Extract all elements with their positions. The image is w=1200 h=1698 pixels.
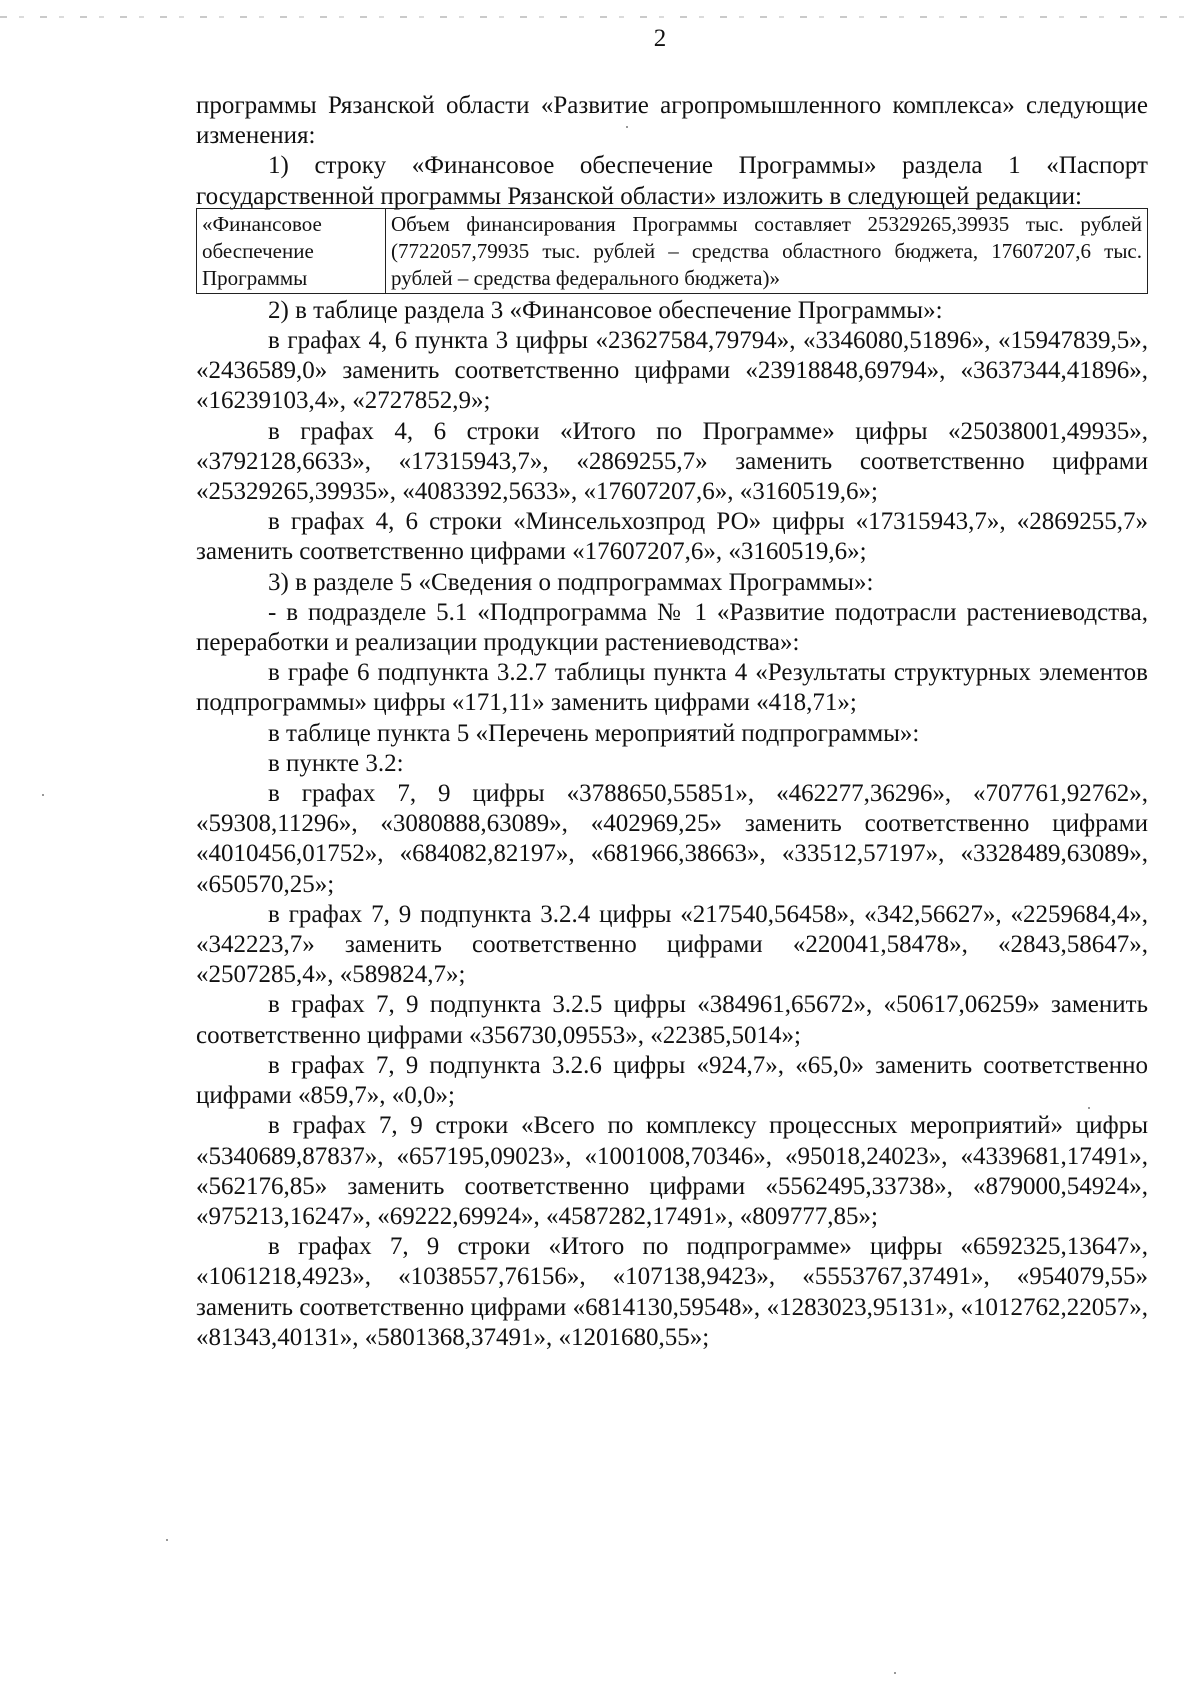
- paragraph-point-3-2: в пункте 3.2:: [268, 749, 404, 777]
- financing-table-value: Объем финансирования Программы составляет 25329265,39935 тыс. рублей (7722057,79935 тыс. рублей – средства областного бюджета, 17607207,6 тыс. рублей – средства федерального бюджета)»: [385, 209, 1147, 293]
- scan-artifact-line: [0, 16, 1200, 18]
- paragraph-ministry-row: в графах 4, 6 строки «Минсельхозпрод РО» цифры «17315943,7», «2869255,7» заменить соответственно цифрами «17607207,6», «3160519,6»;: [196, 508, 1148, 566]
- financing-table: [196, 208, 1148, 294]
- scan-speck: [894, 1672, 896, 1674]
- paragraph-graphs-point-3: в графах 4, 6 пункта 3 цифры «23627584,79794», «3346080,51896», «15947839,5», «2436589,0» заменить соответственно цифрами «23918848,69794», «3637344,41896», «16239103,4», «2727852,9»;: [196, 327, 1148, 415]
- paragraph-process-total: в графах 7, 9 строки «Всего по комплексу процессных мероприятий» цифры «5340689,87837», «657195,09023», «1001008,70346», «95018,24023», «4339681,17491», «562176,85» заменить соответственно цифрами «5562495,33738», «879000,54924», «975213,16247», «69222,69924», «4587282,17491», «809777,85»;: [196, 1112, 1148, 1230]
- paragraph-subprogram-total: в графах 7, 9 строки «Итого по подпрограмме» цифры «6592325,13647», «1061218,4923», «1038557,76156», «107138,9423», «5553767,37491», «954079,55» заменить соответственно цифрами «6814130,59548», «1283023,95131», «1012762,22057», «81343,40131», «5801368,37491», «1201680,55»;: [196, 1233, 1148, 1351]
- paragraph-subpoint-3-2-6: в графах 7, 9 подпункта 3.2.6 цифры «924,7», «65,0» заменить соответственно цифрами «859,7», «0,0»;: [196, 1051, 1148, 1110]
- paragraph-graphs-7-9: в графах 7, 9 цифры «3788650,55851», «462277,36296», «707761,92762», «59308,11296», «3080888,63089», «402969,25» заменить соответственно цифрами «4010456,01752», «684082,82197», «681966,38663», «33512,57197», «3328489,63089», «650570,25»;: [196, 780, 1148, 898]
- paragraph-continuation: программы Рязанской области «Развитие агропромышленного комплекса» следующие изменения:: [196, 92, 1148, 150]
- scan-speck: [626, 126, 628, 128]
- page-number: 2: [653, 25, 667, 52]
- paragraph-program-total: в графах 4, 6 строки «Итого по Программе» цифры «25038001,49935», «3792128,6633», «17315943,7», «2869255,7» заменить соответственно цифрами «25329265,39935», «4083392,5633», «17607207,6», «3160519,6»;: [196, 417, 1148, 506]
- paragraph-item-1: 1) строку «Финансовое обеспечение Программы» раздела 1 «Паспорт государственной программы Рязанской области» изложить в следующей редакции:: [196, 152, 1148, 210]
- financing-table-label: «Финансовое обеспечение Программы: [202, 211, 322, 290]
- paragraph-measures-table: в таблице пункта 5 «Перечень мероприятий подпрограммы»:: [268, 719, 920, 747]
- paragraph-subpoint-3-2-4: в графах 7, 9 подпункта 3.2.4 цифры «217540,56458», «342,56627», «2259684,4», «342223,7» заменить соответственно цифрами «220041,58478», «2843,58647», «2507285,4», «589824,7»;: [196, 900, 1148, 989]
- paragraph-item-2: 2) в таблице раздела 3 «Финансовое обеспечение Программы»:: [268, 296, 943, 324]
- scan-speck: [1088, 1107, 1090, 1109]
- scan-speck: [42, 794, 44, 796]
- paragraph-subpoint-3-2-5: в графах 7, 9 подпункта 3.2.5 цифры «384961,65672», «50617,06259» заменить соответственно цифрами «356730,09553», «22385,5014»;: [196, 991, 1148, 1049]
- scan-speck: [166, 1539, 168, 1541]
- paragraph-subpoint-3-2-7: в графе 6 подпункта 3.2.7 таблицы пункта 4 «Результаты структурных элементов подпрограммы» цифры «171,11» заменить цифрами «418,71»;: [196, 659, 1148, 717]
- paragraph-item-3: 3) в разделе 5 «Сведения о подпрограммах Программы»:: [268, 568, 874, 596]
- document-body: [196, 91, 1148, 1353]
- paragraph-subsection-5-1: - в подразделе 5.1 «Подпрограмма № 1 «Развитие подотрасли растениеводства, переработки и реализации продукции растениеводства»:: [196, 598, 1148, 657]
